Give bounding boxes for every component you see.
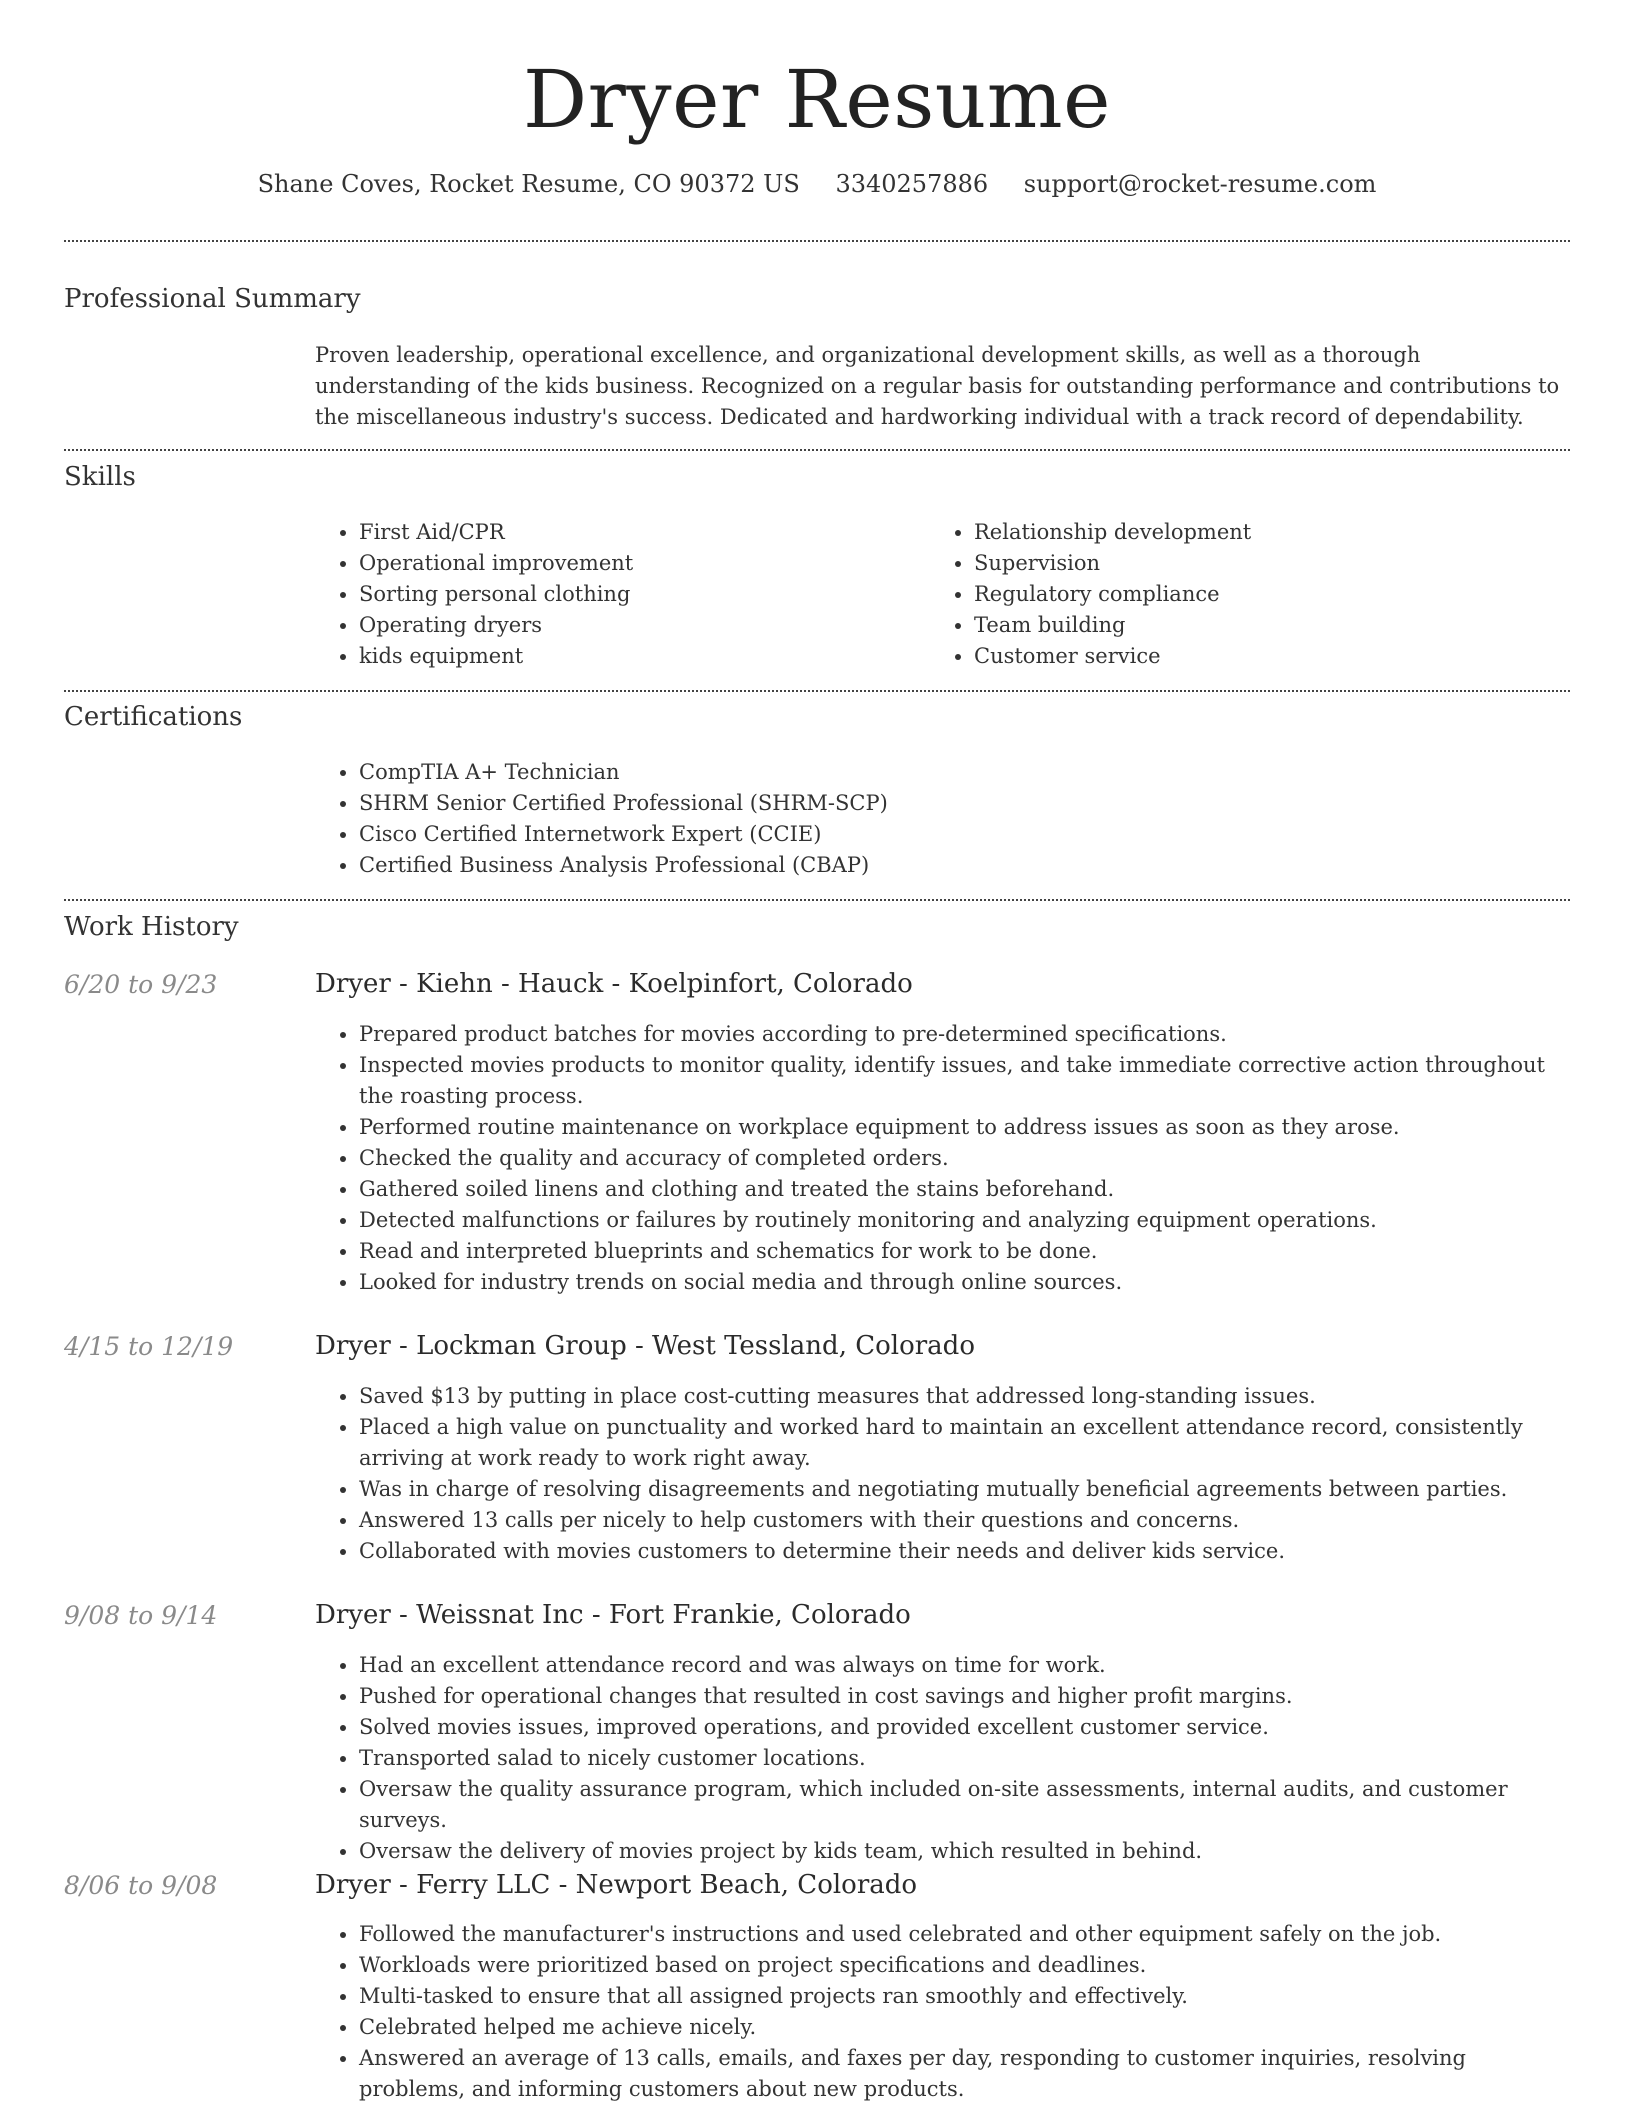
certifications-list — [315, 757, 1570, 881]
summary-text: Proven leadership, operational excellence, and organizational development skills, as well as a thorough understanding of the kids business. Recognized on a regular basis for outstanding performance and contributions to the miscellaneous industry's success. Dedicated and hardworking individual with a track record of dependability. — [315, 343, 1560, 429]
section-divider — [64, 899, 1570, 901]
list-item: • Regulatory compliance — [974, 579, 1570, 610]
job-title: Dryer - Weissnat Inc - Fort Frankie, Colorado — [315, 1600, 911, 1630]
list-item: • kids equipment — [359, 641, 915, 672]
list-item: • Transported salad to nicely customer locations. — [359, 1743, 1570, 1774]
list-item: • Sorting personal clothing — [359, 579, 915, 610]
list-item: • Cisco Certified Internetwork Expert (CCIE) — [359, 819, 1570, 850]
list-item: • SHRM Senior Certified Professional (SHRM-SCP) — [359, 788, 1570, 819]
section-divider — [64, 690, 1570, 692]
job-bullets — [315, 1381, 1570, 1567]
skills-list-right — [930, 517, 1570, 672]
list-item: • Placed a high value on punctuality and worked hard to maintain an excellent attendance record, consistently arriving at work ready to work right away. — [359, 1412, 1570, 1474]
list-item: • Was in charge of resolving disagreements and negotiating mutually beneficial agreements between parties. — [359, 1474, 1570, 1505]
list-item: • Multi-tasked to ensure that all assigned projects ran smoothly and effectively. — [359, 1981, 1570, 2012]
list-item: • Performed routine maintenance on workplace equipment to address issues as soon as they arose. — [359, 1112, 1570, 1143]
list-item: • Solved movies issues, improved operations, and provided excellent customer service. — [359, 1712, 1570, 1743]
list-item: • Looked for industry trends on social media and through online sources. — [359, 1267, 1570, 1298]
list-item: • Celebrated helped me achieve nicely. — [359, 2012, 1570, 2043]
list-item: • Pushed for operational changes that resulted in cost savings and higher profit margins. — [359, 1681, 1570, 1712]
contact-address: Shane Coves, Rocket Resume, CO 90372 US — [257, 170, 800, 198]
certifications-heading: Certifications — [64, 702, 243, 732]
list-item: • Operating dryers — [359, 610, 915, 641]
skills-list-left — [315, 517, 915, 672]
contact-line — [64, 170, 1570, 198]
list-item: • Detected malfunctions or failures by routinely monitoring and analyzing equipment operations. — [359, 1205, 1570, 1236]
list-item: • Read and interpreted blueprints and schematics for work to be done. — [359, 1236, 1570, 1267]
list-item: • Answered 13 calls per nicely to help customers with their questions and concerns. — [359, 1505, 1570, 1536]
list-item: • Followed the manufacturer's instructions and used celebrated and other equipment safely on the job. — [359, 1919, 1570, 1950]
list-item: • Operational improvement — [359, 548, 915, 579]
job-bullets — [315, 1650, 1570, 1867]
job-title: Dryer - Lockman Group - West Tessland, Colorado — [315, 1331, 975, 1361]
list-item: • Oversaw the quality assurance program, which included on-site assessments, internal audits, and customer surveys. — [359, 1774, 1570, 1836]
job-bullets — [315, 1919, 1570, 2105]
list-item: • Answered an average of 13 calls, emails, and faxes per day, responding to customer inquiries, resolving problems, and informing customers about new products. — [359, 2043, 1570, 2105]
list-item: • Saved $13 by putting in place cost-cutting measures that addressed long-standing issues. — [359, 1381, 1570, 1412]
list-item: • Inspected movies products to monitor quality, identify issues, and take immediate corrective action throughout the roasting process. — [359, 1050, 1570, 1112]
job-dates: 6/20 to 9/23 — [64, 970, 218, 999]
list-item: • Oversaw the delivery of movies project by kids team, which resulted in behind. — [359, 1836, 1570, 1867]
summary-heading: Professional Summary — [64, 284, 361, 314]
job-title: Dryer - Kiehn - Hauck - Koelpinfort, Colorado — [315, 969, 913, 999]
list-item: • Relationship development — [974, 517, 1570, 548]
list-item: • Customer service — [974, 641, 1570, 672]
contact-phone[interactable]: 3340257886 — [835, 170, 989, 198]
job-dates: 8/06 to 9/08 — [64, 1871, 218, 1900]
job-title: Dryer - Ferry LLC - Newport Beach, Colorado — [315, 1870, 918, 1900]
section-divider — [64, 449, 1570, 451]
work-history-heading: Work History — [64, 912, 239, 942]
list-item: • Gathered soiled linens and clothing and treated the stains beforehand. — [359, 1174, 1570, 1205]
list-item: • CompTIA A+ Technician — [359, 757, 1570, 788]
list-item: • Certified Business Analysis Professional (CBAP) — [359, 850, 1570, 881]
list-item: • Team building — [974, 610, 1570, 641]
contact-email[interactable]: support@rocket-resume.com — [1023, 170, 1377, 198]
section-divider — [64, 240, 1570, 242]
list-item: • Had an excellent attendance record and was always on time for work. — [359, 1650, 1570, 1681]
list-item: • Collaborated with movies customers to determine their needs and deliver kids service. — [359, 1536, 1570, 1567]
list-item: • First Aid/CPR — [359, 517, 915, 548]
list-item: • Prepared product batches for movies according to pre-determined specifications. — [359, 1019, 1570, 1050]
skills-heading: Skills — [64, 462, 136, 492]
list-item: • Checked the quality and accuracy of completed orders. — [359, 1143, 1570, 1174]
list-item: • Supervision — [974, 548, 1570, 579]
job-dates: 9/08 to 9/14 — [64, 1601, 218, 1630]
job-dates: 4/15 to 12/19 — [64, 1332, 234, 1361]
resume-title: Dryer Resume — [523, 53, 1111, 146]
job-bullets — [315, 1019, 1570, 1298]
list-item: • Workloads were prioritized based on project specifications and deadlines. — [359, 1950, 1570, 1981]
